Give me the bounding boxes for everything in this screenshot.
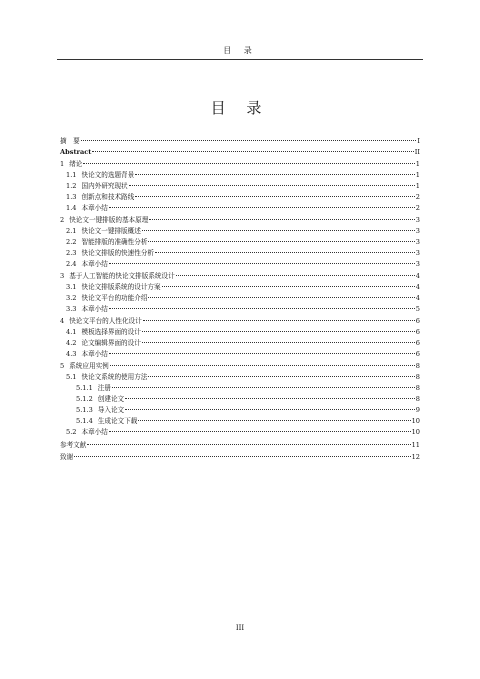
- toc-entry-label: 创建论文: [97, 395, 125, 404]
- toc-entry-number: 5.1.1: [76, 384, 93, 393]
- toc-entry-label: 基于人工智能的快论文排版系统设计: [69, 272, 175, 281]
- toc-entry-page: 2: [415, 193, 420, 202]
- toc-dot-leader: [125, 409, 415, 410]
- toc-dot-leader: [176, 275, 415, 276]
- toc-entry-label: 国内外研究现状: [81, 182, 128, 191]
- toc-entry[interactable]: [60, 361, 420, 372]
- toc-dot-leader: [83, 163, 414, 164]
- toc-title: 目 录: [210, 99, 270, 117]
- toc-entry-label: 系统应用实例: [69, 362, 109, 371]
- toc-entry-page: 10: [411, 428, 420, 437]
- toc-entry-page: 8: [415, 395, 420, 404]
- toc-dot-leader: [109, 431, 411, 432]
- toc-entry[interactable]: [60, 159, 420, 170]
- toc-dot-leader: [109, 308, 415, 309]
- toc-dot-leader: [74, 456, 410, 457]
- toc-entry[interactable]: [60, 293, 420, 304]
- toc-entry-number: 2.4: [66, 260, 77, 269]
- toc-entry[interactable]: [60, 440, 420, 451]
- toc-entry-number: 3.1: [66, 283, 77, 292]
- header-rule: [57, 59, 423, 60]
- toc-entry-page: 8: [415, 362, 420, 371]
- toc-entry[interactable]: [60, 259, 420, 270]
- toc-dot-leader: [109, 263, 415, 264]
- toc-entry-label: 智能排版的准确性分析: [81, 238, 148, 247]
- toc-entry-number: 1: [60, 160, 65, 169]
- toc-entry-number: 2: [60, 216, 65, 225]
- toc-entry-page: 1: [415, 160, 420, 169]
- toc-entry[interactable]: [60, 349, 420, 360]
- toc-entry-page: 4: [415, 272, 420, 281]
- toc-entry[interactable]: [60, 316, 420, 327]
- toc-entry-page: 1: [415, 171, 420, 180]
- toc-dot-leader: [142, 342, 415, 343]
- toc-entry-label: 创新点和技术路线: [81, 193, 135, 202]
- toc-entry[interactable]: [60, 237, 420, 248]
- toc-entry[interactable]: [60, 304, 420, 315]
- toc-entry-number: 5.1.4: [76, 417, 93, 426]
- toc-entry[interactable]: [60, 338, 420, 349]
- toc-dot-leader: [129, 185, 415, 186]
- toc-entry-label: 本章小结: [81, 428, 108, 437]
- toc-entry-number: 4: [60, 317, 65, 326]
- toc-entry-page: 11: [411, 440, 420, 449]
- toc-entry-number: 5: [60, 362, 65, 371]
- toc-list: [60, 136, 420, 463]
- toc-entry[interactable]: [60, 226, 420, 237]
- toc-entry-number: 5.2: [66, 428, 77, 437]
- toc-entry-label: 快论文系统的使用方法: [81, 373, 148, 382]
- toc-dot-leader: [143, 320, 415, 321]
- toc-entry[interactable]: [60, 248, 420, 259]
- toc-entry-page: 3: [415, 216, 420, 225]
- toc-entry-page: 3: [415, 238, 420, 247]
- toc-entry-number: 5.1.3: [76, 406, 93, 415]
- toc-entry-number: 4.1: [66, 328, 77, 337]
- toc-entry-label: 快论文的选题背景: [81, 171, 135, 180]
- toc-entry-number: 1.4: [66, 204, 77, 213]
- toc-entry[interactable]: [60, 147, 420, 158]
- toc-entry-label: 本章小结: [81, 350, 108, 359]
- toc-entry-page: 3: [415, 227, 420, 236]
- toc-dot-leader: [109, 353, 415, 354]
- toc-dot-leader: [81, 140, 417, 141]
- toc-dot-leader: [138, 420, 410, 421]
- toc-dot-leader: [148, 297, 414, 298]
- toc-dot-leader: [112, 387, 415, 388]
- toc-entry-number: 1.2: [66, 182, 77, 191]
- toc-entry-page: II: [414, 148, 420, 156]
- toc-entry-number: 3.3: [66, 305, 77, 314]
- toc-dot-leader: [148, 376, 414, 377]
- toc-dot-leader: [125, 398, 415, 399]
- toc-entry-page: 6: [415, 317, 420, 326]
- toc-dot-leader: [142, 230, 415, 231]
- toc-dot-leader: [148, 241, 414, 242]
- toc-entry-label: 生成论文下载: [97, 417, 138, 426]
- page-number: III: [235, 624, 245, 632]
- toc-dot-leader: [135, 174, 415, 175]
- toc-entry-number: 4.3: [66, 350, 77, 359]
- toc-entry-number: 5.1: [66, 373, 77, 382]
- toc-entry[interactable]: [60, 372, 420, 383]
- toc-dot-leader: [162, 286, 415, 287]
- toc-entry-label: 参考文献: [60, 440, 87, 449]
- toc-entry-page: 1: [415, 182, 420, 191]
- toc-entry-label: 快论文排版系统的设计方案: [81, 283, 161, 292]
- toc-entry-number: 2.3: [66, 249, 77, 258]
- toc-entry-page: 8: [415, 384, 420, 393]
- toc-entry-label: 本章小结: [81, 260, 108, 269]
- toc-dot-leader: [135, 196, 415, 197]
- toc-entry[interactable]: [60, 282, 420, 293]
- toc-entry-page: 4: [415, 294, 420, 303]
- toc-entry-number: 5.1.2: [76, 395, 93, 404]
- toc-entry-number: 1.1: [66, 171, 77, 180]
- toc-entry-page: 10: [411, 417, 420, 426]
- running-header: 目 录: [223, 46, 257, 55]
- toc-entry-page: 3: [415, 249, 420, 258]
- toc-dot-leader: [110, 365, 415, 366]
- toc-entry-label: 论文编辑界面的设计: [81, 339, 141, 348]
- toc-entry-number: 3.2: [66, 294, 77, 303]
- toc-entry[interactable]: [60, 136, 420, 147]
- toc-entry[interactable]: [60, 394, 420, 405]
- toc-entry-label: 模板选择界面的设计: [81, 328, 141, 337]
- toc-entry-page: 6: [415, 339, 420, 348]
- toc-dot-leader: [92, 151, 413, 152]
- toc-entry-page: 2: [415, 204, 420, 213]
- toc-entry-label: 注册: [97, 384, 111, 393]
- toc-entry-label: 快论文平台的功能介绍: [81, 294, 148, 303]
- toc-entry-label: 绪论: [69, 160, 83, 169]
- toc-dot-leader: [142, 331, 415, 332]
- toc-dot-leader: [149, 219, 414, 220]
- toc-entry-label: 快论文一键排版的基本原理: [69, 216, 149, 225]
- toc-entry-label: Abstract: [60, 148, 92, 156]
- toc-entry-label: 摘 要: [60, 137, 80, 145]
- toc-entry[interactable]: [60, 405, 420, 416]
- toc-entry-page: I: [417, 137, 420, 145]
- toc-entry-number: 2.1: [66, 227, 77, 236]
- toc-entry-page: 6: [415, 350, 420, 359]
- toc-entry-label: 致谢: [60, 452, 74, 461]
- toc-entry-number: 3: [60, 272, 65, 281]
- toc-entry-page: 8: [415, 373, 420, 382]
- toc-entry-label: 快论文排版的快速性分析: [81, 249, 155, 258]
- toc-entry[interactable]: [60, 192, 420, 203]
- toc-entry-page: 6: [415, 328, 420, 337]
- toc-entry-label: 本章小结: [81, 305, 108, 314]
- toc-dot-leader: [109, 207, 415, 208]
- toc-entry-number: 1.3: [66, 193, 77, 202]
- toc-entry[interactable]: [60, 215, 420, 226]
- toc-entry-page: 12: [411, 452, 420, 461]
- toc-entry-number: 2.2: [66, 238, 77, 247]
- toc-entry[interactable]: [60, 181, 420, 192]
- toc-entry-label: 本章小结: [81, 204, 108, 213]
- toc-entry[interactable]: [60, 203, 420, 214]
- toc-entry-label: 快论文平台的人性化设计: [69, 317, 142, 326]
- toc-entry-page: 3: [415, 260, 420, 269]
- toc-entry-page: 4: [415, 283, 420, 292]
- toc-entry[interactable]: [60, 327, 420, 338]
- toc-entry[interactable]: [60, 427, 420, 438]
- toc-entry-label: 导入论文: [97, 406, 125, 415]
- toc-entry[interactable]: [60, 170, 420, 181]
- toc-entry[interactable]: [60, 271, 420, 282]
- toc-entry[interactable]: [60, 416, 420, 427]
- toc-entry[interactable]: [60, 452, 420, 463]
- toc-entry[interactable]: [60, 383, 420, 394]
- toc-dot-leader: [87, 444, 410, 445]
- toc-entry-number: 4.2: [66, 339, 77, 348]
- toc-entry-label: 快论文一键排版概述: [81, 227, 141, 236]
- toc-entry-page: 5: [415, 305, 420, 314]
- toc-dot-leader: [155, 252, 415, 253]
- toc-entry-page: 9: [415, 406, 420, 415]
